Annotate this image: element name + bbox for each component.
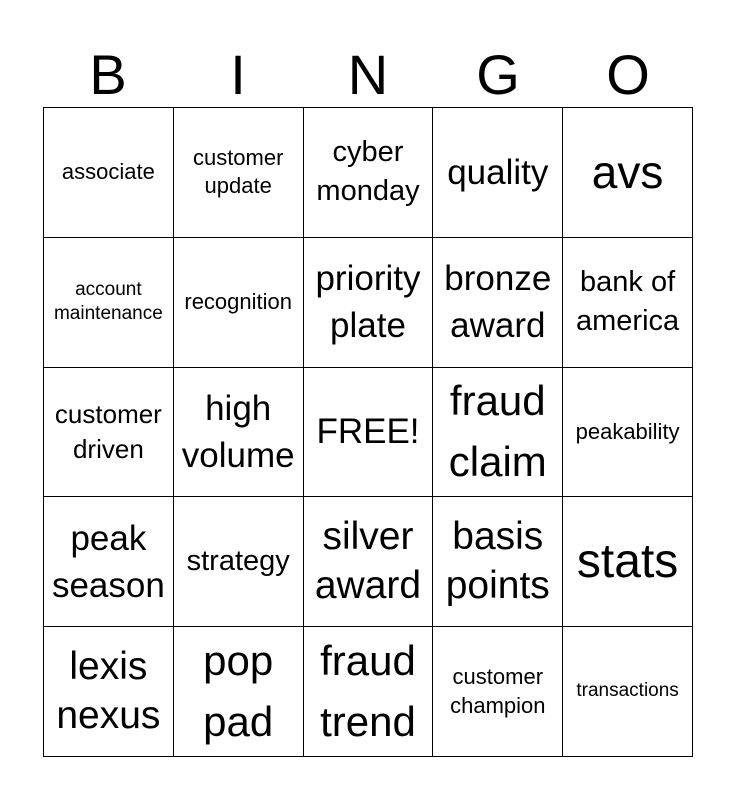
cell-text: account maintenance xyxy=(53,278,163,325)
cell-text: transactions xyxy=(576,680,679,702)
cell-text: silver award xyxy=(314,515,422,607)
bingo-cell[interactable] xyxy=(563,108,693,238)
header-letter-g: G xyxy=(476,43,520,106)
cell-text: customer update xyxy=(192,144,284,199)
bingo-cell[interactable] xyxy=(304,627,434,757)
bingo-cell[interactable] xyxy=(44,238,174,368)
cell-text: peak season xyxy=(51,518,165,605)
cell-text: basis points xyxy=(445,515,550,607)
bingo-cell[interactable] xyxy=(44,627,174,757)
bingo-cell[interactable] xyxy=(174,238,304,368)
cell-text: high volume xyxy=(181,388,295,475)
bingo-cell[interactable] xyxy=(44,108,174,238)
header-letter-o: O xyxy=(606,43,650,106)
bingo-cell[interactable] xyxy=(304,108,434,238)
cell-text: recognition xyxy=(184,288,293,314)
cell-text: avs xyxy=(591,145,664,198)
cell-text: priority plate xyxy=(315,258,421,346)
cell-text: fraud claim xyxy=(448,377,547,485)
cell-text: customer champion xyxy=(450,664,546,718)
bingo-cell[interactable] xyxy=(563,497,693,627)
bingo-cell[interactable] xyxy=(433,627,563,757)
header-letter-n: N xyxy=(347,43,389,106)
cell-text: stats xyxy=(576,534,679,588)
header-letter-i: I xyxy=(230,43,246,106)
bingo-cell[interactable] xyxy=(563,368,693,498)
bingo-cell[interactable] xyxy=(44,497,174,627)
bingo-board xyxy=(43,107,693,757)
bingo-cell[interactable] xyxy=(433,497,563,627)
cell-text: quality xyxy=(447,152,549,192)
cell-text: customer driven xyxy=(54,398,162,464)
cell-text: strategy xyxy=(186,545,290,578)
cell-text: fraud trend xyxy=(320,636,416,745)
cell-text: peakability xyxy=(575,418,680,444)
bingo-cell[interactable] xyxy=(433,238,563,368)
bingo-cell[interactable] xyxy=(174,497,304,627)
bingo-cell[interactable] xyxy=(304,368,434,498)
cell-text: associate xyxy=(61,159,155,185)
cell-text: pop pad xyxy=(203,636,274,745)
header-letter-b: B xyxy=(89,43,127,106)
bingo-cell[interactable] xyxy=(174,108,304,238)
bingo-cell[interactable] xyxy=(174,627,304,757)
bingo-cell[interactable] xyxy=(304,497,434,627)
bingo-header xyxy=(43,44,693,106)
cell-text: bronze award xyxy=(444,258,552,346)
cell-text: bank of america xyxy=(576,266,680,338)
cell-text: cyber monday xyxy=(316,136,420,208)
cell-text: lexis nexus xyxy=(56,644,161,737)
cell-text: FREE! xyxy=(316,412,420,452)
bingo-cell[interactable] xyxy=(174,368,304,498)
bingo-cell[interactable] xyxy=(44,368,174,498)
bingo-cell[interactable] xyxy=(563,627,693,757)
bingo-cell[interactable] xyxy=(304,238,434,368)
bingo-cell[interactable] xyxy=(433,368,563,498)
bingo-cell[interactable] xyxy=(433,108,563,238)
bingo-cell[interactable] xyxy=(563,238,693,368)
